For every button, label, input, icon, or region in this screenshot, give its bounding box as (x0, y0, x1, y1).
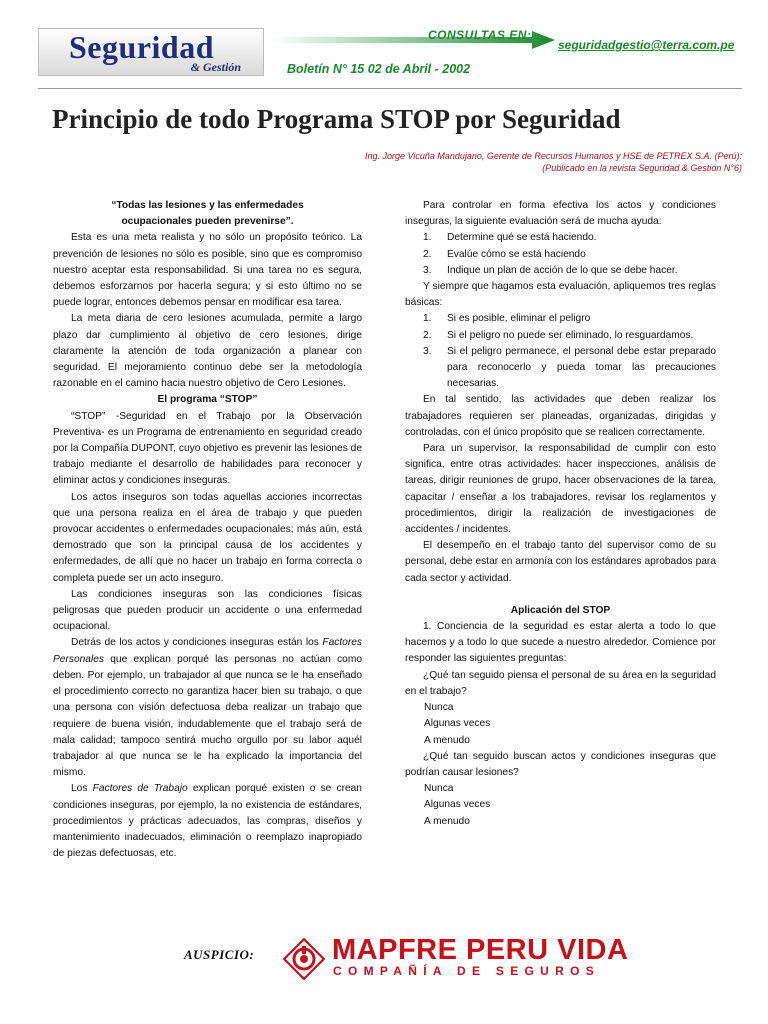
answer-option: A menudo (424, 734, 470, 746)
rules-list (405, 311, 716, 392)
opening-quote: “Todas las lesiones y las enfermedades ocupacionales pueden prevenirse”. (111, 200, 304, 228)
paragraph: Y siempre que hagamos esta evaluación, apliquemos tres reglas básicas: (405, 281, 716, 309)
text-run: que explican porqué las personas no actúan como deben. Por ejemplo, un trabajador al que nunca se le ha enseñado el procedimiento correcto no garantiza hacer bien su trabajo, o que una persona con visión defectuosa deba realizar un trabajo que requiere de buena visión, indudablemente que el trabajo será de mala calidad; tampoco sentirá mucho orgullo por su labor aquél trabajador al que nunca se le ha explicado la importancia del mismo. (53, 653, 362, 779)
article-title: Principio de todo Programa STOP por Seguridad (52, 104, 621, 134)
header-divider (38, 88, 742, 89)
paragraph: El desempeño en el trabajo tanto del supervisor como de su personal, debe estar en armonía con los estándares aprobados para cada sector y actividad. (405, 540, 716, 584)
answer-option: Algunas veces (424, 799, 491, 811)
bulletin-issue: Boletín N° 15 02 de Abril - 2002 (287, 62, 471, 76)
sponsor-label: AUSPICIO: (184, 947, 255, 962)
answer-option: Nunca (424, 783, 454, 795)
consultas-label: CONSULTAS EN: (428, 28, 532, 42)
paragraph (53, 781, 362, 862)
paragraph: Esta es una meta realista y no sólo un propósito teórico. La prevención de lesiones no sólo es posible, sino que es compromiso nuestro aceptar esta responsabilidad. Si una tarea no es segura, debemos esforzarnos por hacerla segura; y si esto último no se puede lograr, entonces debemos pensar en modificar esa tarea. (53, 232, 362, 309)
paragraph: “STOP” -Seguridad en el Trabajo por la Observación Preventiva- es un Programa de entrenamiento en seguridad creado por la Compañía DUPONT, cuyo objetivo es prevenir las lesiones de trabajo mediante el desarrollo de habilidades para reconocer y eliminar actos y condiciones inseguras. (53, 410, 362, 487)
author-line: Ing. Jorge Vicuña Mandujano, Gerente de Recursos Humanos y HSE de PETREX S.A. (Perú): (364, 151, 742, 161)
paragraph: Los actos inseguros son todas aquellas acciones incorrectas que una persona realiza en el área de trabajo y que pueden provocar accidentes o enfermedades ocupacionales; más aún, está demostrado que son la principal causa de los accidentes y enfermedades, de allí que no hacer un trabajo en forma correcta o completa puede ser un acto inseguro. (53, 491, 362, 584)
section-heading-application: Aplicación del STOP (510, 604, 611, 616)
spacer (405, 587, 716, 603)
right-column (405, 198, 716, 830)
left-column (53, 198, 362, 862)
publication-note: (Publicado en la revista Seguridad & Gestión N°6) (542, 163, 742, 173)
answer-option: Nunca (424, 702, 454, 714)
logo-subtitle: & Gestión (190, 60, 241, 74)
paragraph: Para un supervisor, la responsabilidad de cumplir con esto significa, entre otras actividades: hacer inspecciones, análisis de tareas, dirigir reuniones de grupo, hacer observaciones de la tarea, capacitar / enseñar a los trabajadores, revisar los reglamentos y procedimientos, dirigir la realización de investigaciones de accidentes / incidentes. (405, 443, 716, 536)
list-text: Si el peligro permanece, el personal debe estar preparado para reconocerlo y pueda tomar las precauciones necesarias. (447, 345, 716, 390)
question: ¿Qué tan seguido buscan actos y condiciones inseguras que podrían causar lesiones? (405, 750, 716, 778)
mapfre-logo-icon (283, 938, 325, 980)
emphasis: Factores Personales (53, 637, 362, 665)
list-number: 1. (423, 232, 432, 244)
magazine-logo (38, 28, 264, 76)
logo-word: Seguridad (69, 29, 214, 65)
answer-option: A menudo (424, 815, 470, 827)
list-text: Indique un plan de acción de lo que se debe hacer. (447, 264, 678, 276)
list-number: 3. (423, 345, 432, 357)
question: ¿Qué tan seguido piensa el personal de su área en la seguridad en el trabajo? (405, 669, 716, 697)
list-item (405, 247, 716, 263)
list-number: 3. (423, 264, 432, 276)
section-heading-stop: El programa “STOP” (157, 394, 258, 406)
list-number: 2. (423, 329, 432, 341)
answer-option: Algunas veces (424, 718, 491, 730)
text-run: Los (71, 783, 93, 795)
list-text: Evalúe cómo se está haciendo (447, 248, 586, 260)
list-item (405, 311, 716, 327)
list-text: Si el peligro no puede ser eliminado, lo resguardamos. (447, 329, 694, 341)
paragraph: En tal sentido, las actividades que deben realizar los trabajadores requieren ser planeadas, organizadas, dirigidas y controladas, con el único propósito que se realicen correctamente. (405, 394, 716, 438)
list-item (405, 230, 716, 246)
text-run: Detrás de los actos y condiciones inseguras están los (71, 637, 323, 649)
list-text: Determine qué se está haciendo. (447, 232, 597, 244)
sponsor-subtitle: COMPAÑÍA DE SEGUROS (333, 964, 601, 978)
list-text: Si es posible, eliminar el peligro (447, 313, 591, 325)
evaluation-list (405, 230, 716, 279)
paragraph: Para controlar en forma efectiva los actos y condiciones inseguras, la siguiente evaluación será de mucha ayuda: (405, 200, 716, 228)
text-run: explican porqué existen o se crean condiciones inseguras, por ejemplo, la no existencia de estándares, procedimientos y prácticas adecuados, las compras, diseños y mantenimiento inadecuados, eliminación o reemplazo inapropiado de piezas defectuosas, etc. (53, 783, 362, 860)
paragraph: 1. Conciencia de la seguridad es estar alerta a todo lo que hacemos y a todo lo que sucede a nuestro alrededor. Comience por responder las siguientes preguntas: (405, 621, 716, 665)
sponsor-name: MAPFRE PERU VIDA (332, 934, 629, 966)
author-credit (365, 150, 742, 174)
list-item (405, 344, 716, 393)
contact-email-link[interactable]: seguridadgestio@terra.com.pe (558, 38, 735, 52)
list-item (405, 328, 716, 344)
list-number: 2. (423, 248, 432, 260)
list-number: 1. (423, 313, 432, 325)
emphasis: Factores de Trabajo (92, 783, 188, 795)
paragraph (53, 635, 362, 781)
list-item (405, 263, 716, 279)
paragraph: La meta diaria de cero lesiones acumulada, permite a largo plazo dar cumplimiento al objetivo de cero lesiones, dirige claramente la atención de toda organización a planear con seguridad. El mejoramiento continuo debe ser la metodología razonable en el camino hacia nuestro objetivo de Cero Lesiones. (53, 313, 362, 390)
paragraph: Las condiciones inseguras son las condiciones físicas peligrosas que pueden producir un accidente o una enfermedad ocupacional. (53, 588, 362, 633)
